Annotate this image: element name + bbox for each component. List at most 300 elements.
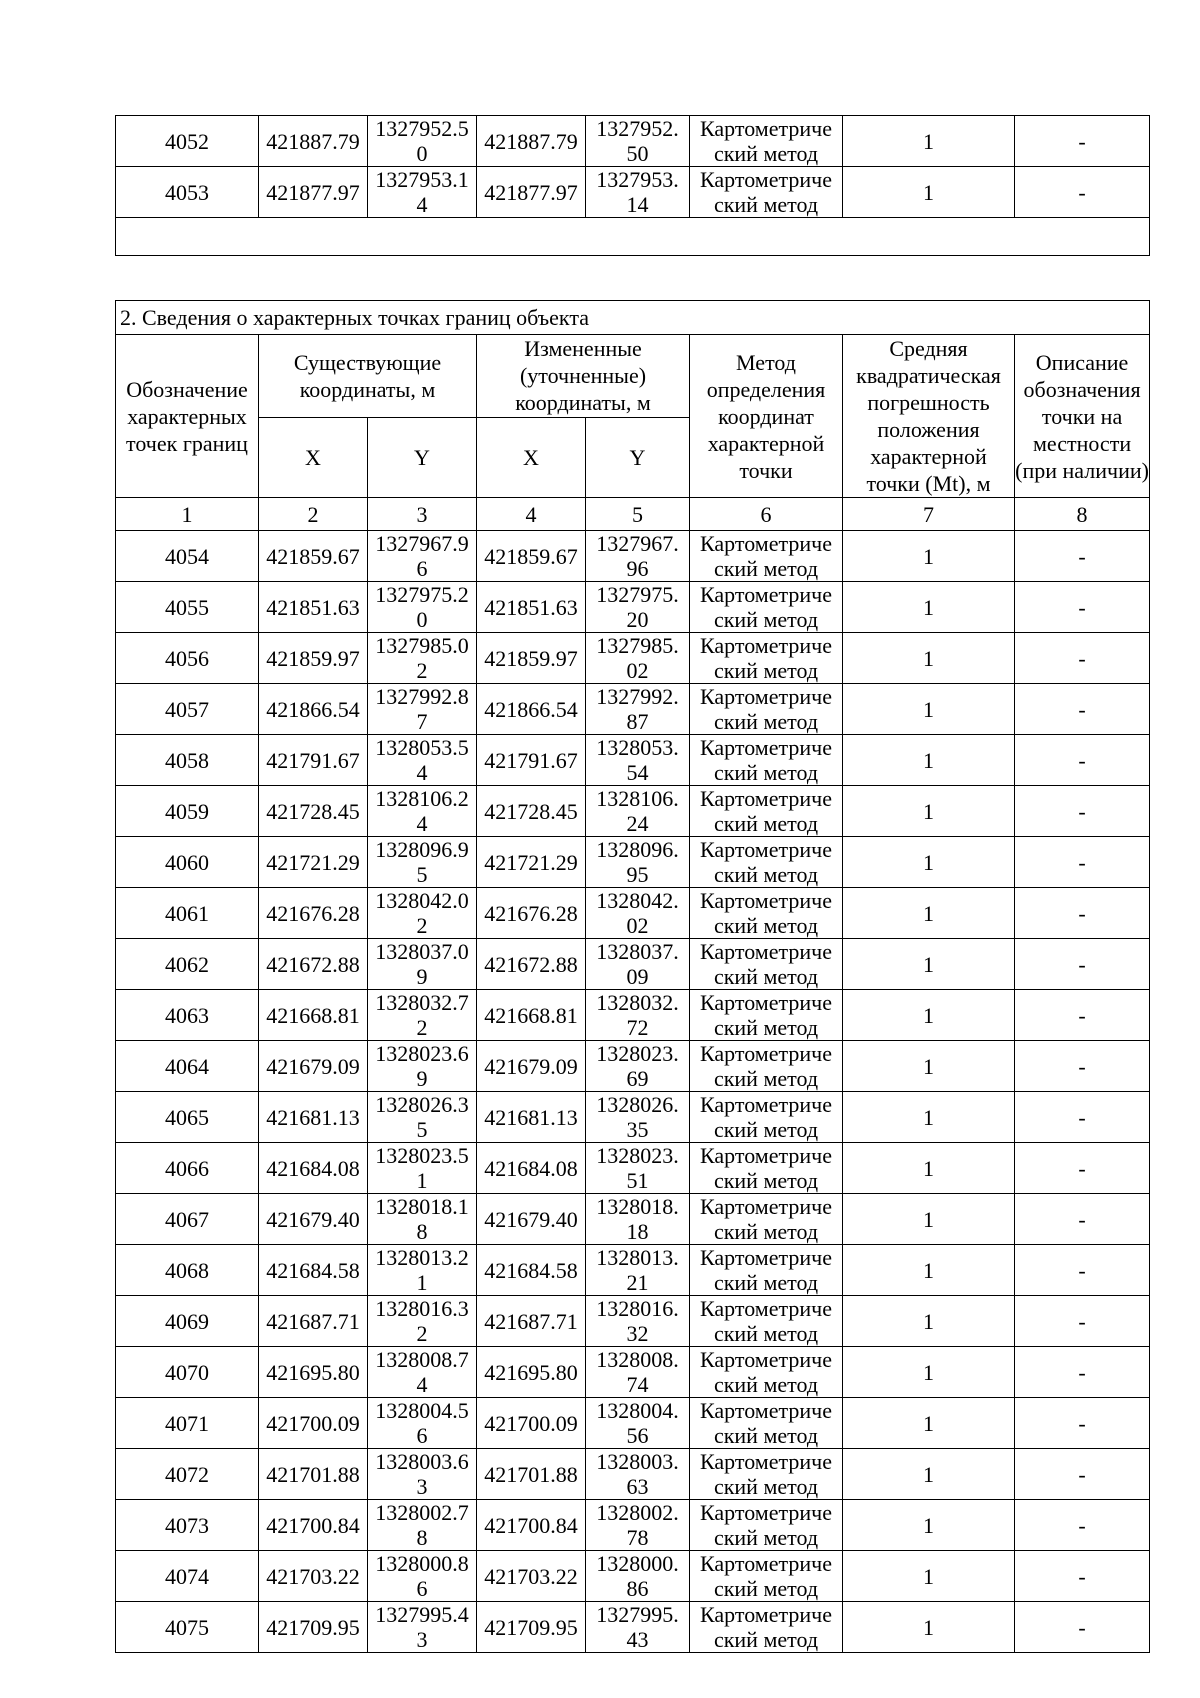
point-id: 4055 xyxy=(116,582,259,633)
y-existing-line1: 1328026.3 xyxy=(375,1092,469,1117)
section-title: 2. Сведения о характерных точках границ объекта xyxy=(116,301,1150,335)
x-existing: 421859.67 xyxy=(259,531,368,582)
y-changed-line2: 69 xyxy=(626,1066,649,1091)
y-existing-line2: 8 xyxy=(416,1525,428,1550)
table-row xyxy=(116,633,1150,684)
y-changed-line2: 72 xyxy=(626,1015,649,1040)
x-changed: 421681.13 xyxy=(477,1092,586,1143)
method-line2: ский метод xyxy=(713,709,819,734)
y-changed-line2: 50 xyxy=(626,141,649,166)
y-existing-line2: 7 xyxy=(416,709,428,734)
point-id: 4062 xyxy=(116,939,259,990)
y-changed xyxy=(586,582,690,633)
method-line2: ский метод xyxy=(713,1474,819,1499)
table-row xyxy=(116,1041,1150,1092)
y-changed-line2: 21 xyxy=(626,1270,649,1295)
table-row xyxy=(116,1143,1150,1194)
y-existing-line2: 9 xyxy=(416,964,428,989)
description: - xyxy=(1015,1449,1150,1500)
description: - xyxy=(1015,786,1150,837)
x-existing: 421887.79 xyxy=(259,116,368,167)
table-row xyxy=(116,786,1150,837)
col-number: 2 xyxy=(259,498,368,531)
y-changed-line2: 54 xyxy=(626,760,649,785)
header-existing-coords: Существующие координаты, м xyxy=(259,335,477,418)
col-number: 1 xyxy=(116,498,259,531)
y-changed-line2: 51 xyxy=(626,1168,649,1193)
method xyxy=(690,1194,843,1245)
x-changed: 421851.63 xyxy=(477,582,586,633)
point-id: 4061 xyxy=(116,888,259,939)
point-id: 4057 xyxy=(116,684,259,735)
point-id: 4056 xyxy=(116,633,259,684)
y-changed xyxy=(586,1398,690,1449)
mt-value: 1 xyxy=(843,531,1015,582)
y-changed-line1: 1328023. xyxy=(596,1041,679,1066)
y-existing-line1: 1328016.3 xyxy=(375,1296,469,1321)
description: - xyxy=(1015,1500,1150,1551)
y-changed xyxy=(586,684,690,735)
y-changed-line1: 1328096. xyxy=(596,837,679,862)
description: - xyxy=(1015,1245,1150,1296)
method-line2: ский метод xyxy=(713,862,819,887)
y-changed-line2: 32 xyxy=(626,1321,649,1346)
y-existing-line2: 6 xyxy=(416,1423,428,1448)
y-existing-line1: 1328002.7 xyxy=(375,1500,469,1525)
description: - xyxy=(1015,990,1150,1041)
y-existing-line1: 1328004.5 xyxy=(375,1398,469,1423)
mt-value: 1 xyxy=(843,1551,1015,1602)
description: - xyxy=(1015,837,1150,888)
x-existing: 421687.71 xyxy=(259,1296,368,1347)
x-changed: 421791.67 xyxy=(477,735,586,786)
y-existing-line1: 1328000.8 xyxy=(375,1551,469,1576)
mt-value: 1 xyxy=(843,1143,1015,1194)
y-existing xyxy=(368,1296,477,1347)
mt-value: 1 xyxy=(843,786,1015,837)
y-existing-line2: 5 xyxy=(416,862,428,887)
y-existing-line2: 0 xyxy=(416,141,428,166)
method xyxy=(690,1398,843,1449)
method xyxy=(690,116,843,167)
header-description: Описание обозначения точки на местности (при наличии) xyxy=(1015,335,1150,498)
y-changed-line1: 1328002. xyxy=(596,1500,679,1525)
y-existing xyxy=(368,1551,477,1602)
mt-value: 1 xyxy=(843,888,1015,939)
y-existing xyxy=(368,786,477,837)
y-changed xyxy=(586,1500,690,1551)
y-existing-line1: 1328032.7 xyxy=(375,990,469,1015)
y-existing-line1: 1328096.9 xyxy=(375,837,469,862)
table-row xyxy=(116,1245,1150,1296)
x-existing: 421684.08 xyxy=(259,1143,368,1194)
description: - xyxy=(1015,1092,1150,1143)
table-row xyxy=(116,1500,1150,1551)
table-row xyxy=(116,1449,1150,1500)
y-changed-line1: 1328013. xyxy=(596,1245,679,1270)
method-line1: Картометриче xyxy=(700,167,832,192)
method xyxy=(690,1041,843,1092)
y-changed xyxy=(586,939,690,990)
x-changed: 421728.45 xyxy=(477,786,586,837)
y-existing xyxy=(368,116,477,167)
description: - xyxy=(1015,116,1150,167)
method-line1: Картометриче xyxy=(700,888,832,913)
x-changed: 421859.67 xyxy=(477,531,586,582)
method xyxy=(690,735,843,786)
mt-value: 1 xyxy=(843,116,1015,167)
x-existing: 421700.09 xyxy=(259,1398,368,1449)
point-id: 4058 xyxy=(116,735,259,786)
y-existing-line1: 1328042.0 xyxy=(375,888,469,913)
method-line2: ский метод xyxy=(713,1168,819,1193)
x-changed: 421866.54 xyxy=(477,684,586,735)
y-changed-line1: 1328023. xyxy=(596,1143,679,1168)
x-existing: 421791.67 xyxy=(259,735,368,786)
x-existing: 421703.22 xyxy=(259,1551,368,1602)
y-changed-line2: 43 xyxy=(626,1627,649,1652)
method xyxy=(690,1347,843,1398)
y-existing-line2: 3 xyxy=(416,1474,428,1499)
method-line1: Картометриче xyxy=(700,1041,832,1066)
method-line1: Картометриче xyxy=(700,684,832,709)
y-changed-line1: 1328106. xyxy=(596,786,679,811)
y-existing-line2: 1 xyxy=(416,1168,428,1193)
y-changed xyxy=(586,1551,690,1602)
y-changed-line1: 1327952. xyxy=(596,116,679,141)
mt-value: 1 xyxy=(843,684,1015,735)
mt-value: 1 xyxy=(843,582,1015,633)
table-row xyxy=(116,1194,1150,1245)
y-changed-line2: 56 xyxy=(626,1423,649,1448)
method-line1: Картометриче xyxy=(700,990,832,1015)
description: - xyxy=(1015,1398,1150,1449)
table-row xyxy=(116,1398,1150,1449)
y-changed-line1: 1328008. xyxy=(596,1347,679,1372)
point-id: 4060 xyxy=(116,837,259,888)
empty-row xyxy=(116,218,1150,256)
table-row xyxy=(116,939,1150,990)
y-changed xyxy=(586,1041,690,1092)
header-y-existing: Y xyxy=(368,417,477,498)
y-existing xyxy=(368,531,477,582)
method xyxy=(690,888,843,939)
method-line1: Картометриче xyxy=(700,1347,832,1372)
y-changed-line2: 87 xyxy=(626,709,649,734)
method-line2: ский метод xyxy=(713,1372,819,1397)
y-changed-line2: 95 xyxy=(626,862,649,887)
point-id: 4067 xyxy=(116,1194,259,1245)
y-changed xyxy=(586,1143,690,1194)
table-row xyxy=(116,888,1150,939)
header-mt-error: Средняя квадратическая погрешность положения характерной точки (Mt), м xyxy=(843,335,1015,498)
point-id: 4054 xyxy=(116,531,259,582)
y-changed-line2: 63 xyxy=(626,1474,649,1499)
method xyxy=(690,684,843,735)
method xyxy=(690,990,843,1041)
mt-value: 1 xyxy=(843,167,1015,218)
table-row xyxy=(116,1296,1150,1347)
point-id: 4065 xyxy=(116,1092,259,1143)
mt-value: 1 xyxy=(843,1449,1015,1500)
y-changed-line2: 86 xyxy=(626,1576,649,1601)
table-row xyxy=(116,735,1150,786)
method-line2: ский метод xyxy=(713,1321,819,1346)
y-existing-line1: 1328018.1 xyxy=(375,1194,469,1219)
table-row xyxy=(116,116,1150,167)
x-existing: 421859.97 xyxy=(259,633,368,684)
method-line2: ский метод xyxy=(713,141,819,166)
y-changed xyxy=(586,735,690,786)
y-existing xyxy=(368,939,477,990)
table-row xyxy=(116,1347,1150,1398)
y-existing-line1: 1328037.0 xyxy=(375,939,469,964)
method xyxy=(690,1551,843,1602)
y-changed-line1: 1328004. xyxy=(596,1398,679,1423)
point-id: 4075 xyxy=(116,1602,259,1653)
y-changed-line1: 1328003. xyxy=(596,1449,679,1474)
y-changed-line1: 1328016. xyxy=(596,1296,679,1321)
point-id: 4068 xyxy=(116,1245,259,1296)
y-changed-line2: 14 xyxy=(626,192,649,217)
y-changed xyxy=(586,837,690,888)
col-number: 4 xyxy=(477,498,586,531)
x-changed: 421701.88 xyxy=(477,1449,586,1500)
method-line2: ский метод xyxy=(713,1117,819,1142)
point-id: 4069 xyxy=(116,1296,259,1347)
y-existing xyxy=(368,1143,477,1194)
method-line2: ский метод xyxy=(713,607,819,632)
method-line1: Картометриче xyxy=(700,837,832,862)
mt-value: 1 xyxy=(843,1347,1015,1398)
y-existing xyxy=(368,633,477,684)
description: - xyxy=(1015,888,1150,939)
description: - xyxy=(1015,735,1150,786)
y-changed-line1: 1328053. xyxy=(596,735,679,760)
description: - xyxy=(1015,684,1150,735)
description: - xyxy=(1015,1296,1150,1347)
x-existing: 421681.13 xyxy=(259,1092,368,1143)
y-existing-line1: 1327967.9 xyxy=(375,531,469,556)
y-existing-line1: 1327953.1 xyxy=(375,167,469,192)
point-id: 4063 xyxy=(116,990,259,1041)
header-x-changed: X xyxy=(477,417,586,498)
method-line1: Картометриче xyxy=(700,1143,832,1168)
method-line1: Картометриче xyxy=(700,1449,832,1474)
y-existing xyxy=(368,1398,477,1449)
y-existing xyxy=(368,735,477,786)
method xyxy=(690,1449,843,1500)
description: - xyxy=(1015,1143,1150,1194)
point-id: 4052 xyxy=(116,116,259,167)
y-changed-line1: 1328026. xyxy=(596,1092,679,1117)
y-existing-line2: 2 xyxy=(416,1015,428,1040)
header-y-changed: Y xyxy=(586,417,690,498)
x-existing: 421866.54 xyxy=(259,684,368,735)
y-changed xyxy=(586,531,690,582)
y-existing-line1: 1328008.7 xyxy=(375,1347,469,1372)
description: - xyxy=(1015,1551,1150,1602)
y-existing-line1: 1328053.5 xyxy=(375,735,469,760)
y-existing xyxy=(368,1245,477,1296)
description: - xyxy=(1015,1347,1150,1398)
x-existing: 421668.81 xyxy=(259,990,368,1041)
y-existing xyxy=(368,1602,477,1653)
y-existing xyxy=(368,1449,477,1500)
x-changed: 421709.95 xyxy=(477,1602,586,1653)
x-changed: 421700.09 xyxy=(477,1398,586,1449)
y-existing-line2: 4 xyxy=(416,811,428,836)
y-existing-line2: 2 xyxy=(416,1321,428,1346)
y-changed-line1: 1328037. xyxy=(596,939,679,964)
y-existing-line2: 9 xyxy=(416,1066,428,1091)
y-existing xyxy=(368,1347,477,1398)
header-method: Метод определения координат характерной точки xyxy=(690,335,843,498)
y-changed-line1: 1327967. xyxy=(596,531,679,556)
y-changed xyxy=(586,990,690,1041)
method-line1: Картометриче xyxy=(700,116,832,141)
x-changed: 421679.09 xyxy=(477,1041,586,1092)
y-changed-line2: 09 xyxy=(626,964,649,989)
method-line1: Картометриче xyxy=(700,1551,832,1576)
y-existing xyxy=(368,990,477,1041)
description: - xyxy=(1015,939,1150,990)
method-line1: Картометриче xyxy=(700,939,832,964)
method-line1: Картометриче xyxy=(700,1092,832,1117)
method-line1: Картометриче xyxy=(700,1194,832,1219)
y-existing xyxy=(368,684,477,735)
method-line1: Картометриче xyxy=(700,1500,832,1525)
x-changed: 421859.97 xyxy=(477,633,586,684)
point-id: 4070 xyxy=(116,1347,259,1398)
y-changed-line1: 1327953. xyxy=(596,167,679,192)
x-changed: 421721.29 xyxy=(477,837,586,888)
method xyxy=(690,1092,843,1143)
method-line2: ский метод xyxy=(713,192,819,217)
col-number: 8 xyxy=(1015,498,1150,531)
method xyxy=(690,1143,843,1194)
x-existing: 421851.63 xyxy=(259,582,368,633)
method xyxy=(690,582,843,633)
y-changed-line2: 74 xyxy=(626,1372,649,1397)
point-id: 4074 xyxy=(116,1551,259,1602)
x-changed: 421684.08 xyxy=(477,1143,586,1194)
point-id: 4059 xyxy=(116,786,259,837)
col-number: 3 xyxy=(368,498,477,531)
mt-value: 1 xyxy=(843,1398,1015,1449)
method-line1: Картометриче xyxy=(700,1245,832,1270)
y-existing-line1: 1328013.2 xyxy=(375,1245,469,1270)
method-line2: ский метод xyxy=(713,760,819,785)
method xyxy=(690,633,843,684)
y-existing-line2: 4 xyxy=(416,760,428,785)
x-existing: 421721.29 xyxy=(259,837,368,888)
col-number: 6 xyxy=(690,498,843,531)
y-existing-line2: 5 xyxy=(416,1117,428,1142)
y-existing xyxy=(368,1194,477,1245)
y-changed-line2: 96 xyxy=(626,556,649,581)
y-changed xyxy=(586,1296,690,1347)
y-changed xyxy=(586,888,690,939)
x-existing: 421676.28 xyxy=(259,888,368,939)
mt-value: 1 xyxy=(843,1041,1015,1092)
method-line2: ский метод xyxy=(713,964,819,989)
empty-cell xyxy=(116,218,1150,256)
method-line2: ский метод xyxy=(713,1627,819,1652)
method-line1: Картометриче xyxy=(700,1398,832,1423)
point-id: 4064 xyxy=(116,1041,259,1092)
x-existing: 421700.84 xyxy=(259,1500,368,1551)
y-existing-line1: 1327952.5 xyxy=(375,116,469,141)
mt-value: 1 xyxy=(843,633,1015,684)
table-row xyxy=(116,582,1150,633)
y-existing-line1: 1328003.6 xyxy=(375,1449,469,1474)
y-existing xyxy=(368,1041,477,1092)
x-changed: 421703.22 xyxy=(477,1551,586,1602)
x-changed: 421687.71 xyxy=(477,1296,586,1347)
method xyxy=(690,167,843,218)
x-existing: 421701.88 xyxy=(259,1449,368,1500)
y-existing-line2: 2 xyxy=(416,658,428,683)
point-id: 4066 xyxy=(116,1143,259,1194)
mt-value: 1 xyxy=(843,837,1015,888)
point-id: 4072 xyxy=(116,1449,259,1500)
x-changed: 421700.84 xyxy=(477,1500,586,1551)
y-existing xyxy=(368,888,477,939)
method xyxy=(690,1500,843,1551)
mt-value: 1 xyxy=(843,1092,1015,1143)
x-existing: 421684.58 xyxy=(259,1245,368,1296)
section-title-row xyxy=(116,301,1150,335)
y-existing xyxy=(368,1500,477,1551)
y-existing-line2: 1 xyxy=(416,1270,428,1295)
y-changed-line2: 20 xyxy=(626,607,649,632)
table-row xyxy=(116,1602,1150,1653)
y-existing-line1: 1328023.5 xyxy=(375,1143,469,1168)
y-existing-line2: 6 xyxy=(416,1576,428,1601)
method xyxy=(690,1296,843,1347)
x-existing: 421709.95 xyxy=(259,1602,368,1653)
x-changed: 421676.28 xyxy=(477,888,586,939)
y-changed-line2: 02 xyxy=(626,658,649,683)
method-line2: ский метод xyxy=(713,1576,819,1601)
y-existing xyxy=(368,167,477,218)
y-existing-line2: 4 xyxy=(416,192,428,217)
y-changed xyxy=(586,167,690,218)
y-existing-line1: 1327992.8 xyxy=(375,684,469,709)
mt-value: 1 xyxy=(843,939,1015,990)
y-existing-line1: 1327985.0 xyxy=(375,633,469,658)
method-line2: ский метод xyxy=(713,811,819,836)
table-row xyxy=(116,1551,1150,1602)
method-line2: ский метод xyxy=(713,556,819,581)
method-line2: ский метод xyxy=(713,1270,819,1295)
y-changed-line1: 1327995. xyxy=(596,1602,679,1627)
point-id: 4071 xyxy=(116,1398,259,1449)
y-existing-line1: 1328106.2 xyxy=(375,786,469,811)
y-existing-line1: 1327995.4 xyxy=(375,1602,469,1627)
table-row xyxy=(116,1092,1150,1143)
y-changed-line2: 02 xyxy=(626,913,649,938)
method-line2: ский метод xyxy=(713,658,819,683)
col-number: 7 xyxy=(843,498,1015,531)
y-existing-line1: 1328023.6 xyxy=(375,1041,469,1066)
column-number-row xyxy=(116,498,1150,531)
mt-value: 1 xyxy=(843,1296,1015,1347)
y-changed xyxy=(586,1194,690,1245)
y-changed-line1: 1328000. xyxy=(596,1551,679,1576)
header-row-1 xyxy=(116,335,1150,418)
